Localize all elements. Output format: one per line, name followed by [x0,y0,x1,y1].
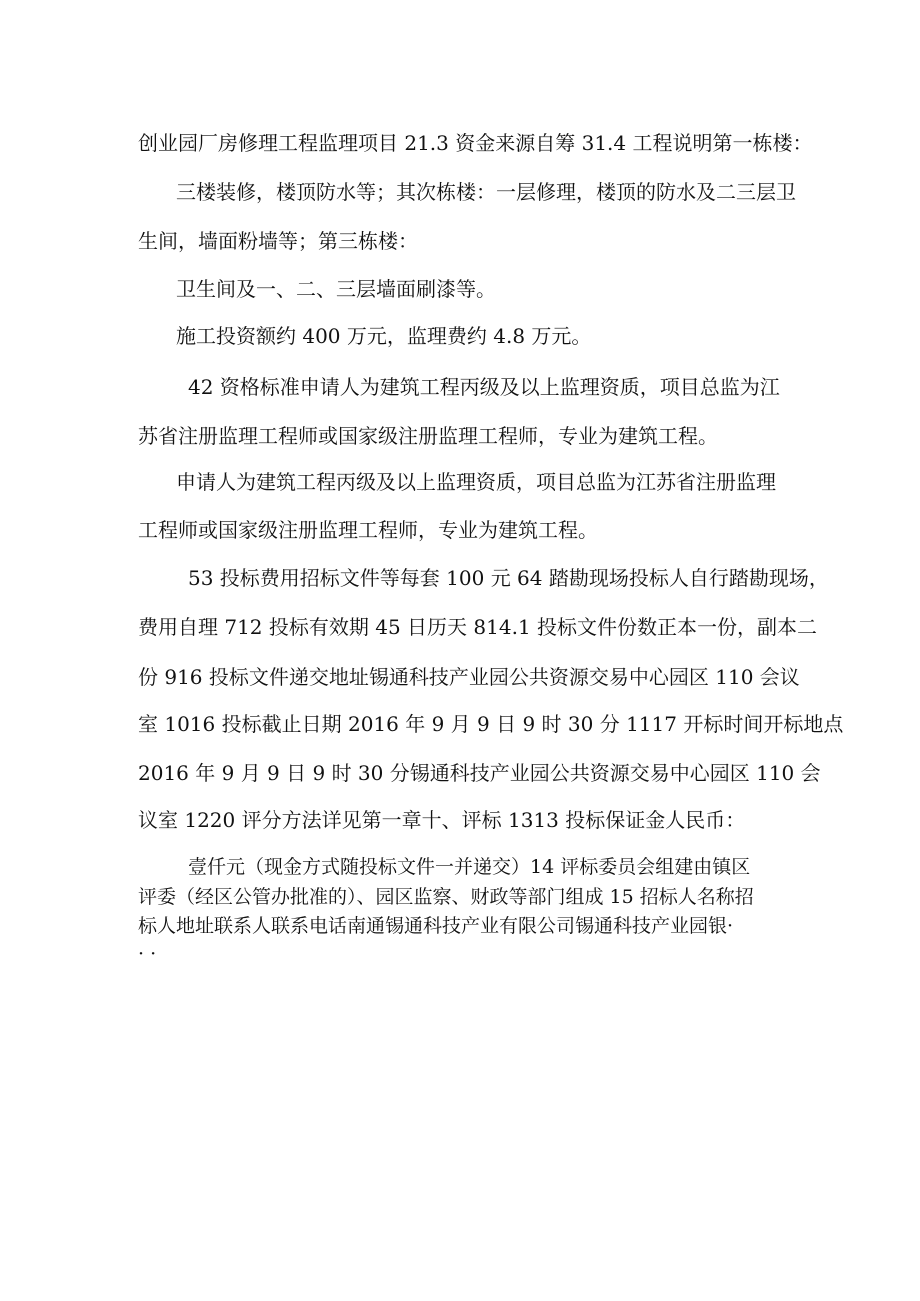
text-line-11: 费用自理 712 投标有效期 45 日历天 814.1 投标文件份数正本一份，副本二 [138,615,818,639]
text-line-13: 室 1016 投标截止日期 2016 年 9 月 9 日 9 时 30 分 1117 开标时间开标地点 [138,712,844,736]
text-line-12: 份 916 投标文件递交地址锡通科技产业园公共资源交易中心园区 110 会议 [138,665,800,689]
text-line-9: 工程师或国家级注册监理工程师，专业为建筑工程。 [138,518,598,542]
text-line-1: 创业园厂房修理工程监理项目 21.3 资金来源自筹 31.4 工程说明第一栋楼： [138,131,813,155]
text-line-15: 议室 1220 评分方法详见第一章十、评标 1313 投标保证金人民币： [138,808,746,832]
text-line-10: 53 投标费用招标文件等每套 100 元 64 踏勘现场投标人自行踏勘现场， [188,566,829,590]
text-line-17: 评委（经区公管办批准的）、园区监察、财政等部门组成 15 招标人名称招 [138,886,754,908]
text-line-7: 苏省注册监理工程师或国家级注册监理工程师，专业为建筑工程。 [138,424,718,448]
text-line-14: 2016 年 9 月 9 日 9 时 30 分锡通科技产业园公共资源交易中心园区 110 会 [138,761,821,785]
text-line-2: 三楼装修，楼顶防水等；其次栋楼：一层修理，楼顶的防水及二三层卫 [176,180,796,204]
text-line-19: · · [138,943,157,965]
text-line-3: 生间，墙面粉墙等；第三栋楼： [138,229,418,253]
text-line-18: 标人地址联系人联系电话南通锡通科技产业有限公司锡通科技产业园银· [138,915,734,937]
text-line-4: 卫生间及一、二、三层墙面刷漆等。 [176,277,496,301]
text-line-6: 42 资格标准申请人为建筑工程丙级及以上监理资质，项目总监为江 [188,375,780,399]
text-line-8: 申请人为建筑工程丙级及以上监理资质，项目总监为江苏省注册监理 [176,470,776,494]
text-line-16: 壹仟元（现金方式随投标文件一并递交）14 评标委员会组建由镇区 [188,856,751,878]
text-line-5: 施工投资额约 400 万元，监理费约 4.8 万元。 [176,324,592,348]
